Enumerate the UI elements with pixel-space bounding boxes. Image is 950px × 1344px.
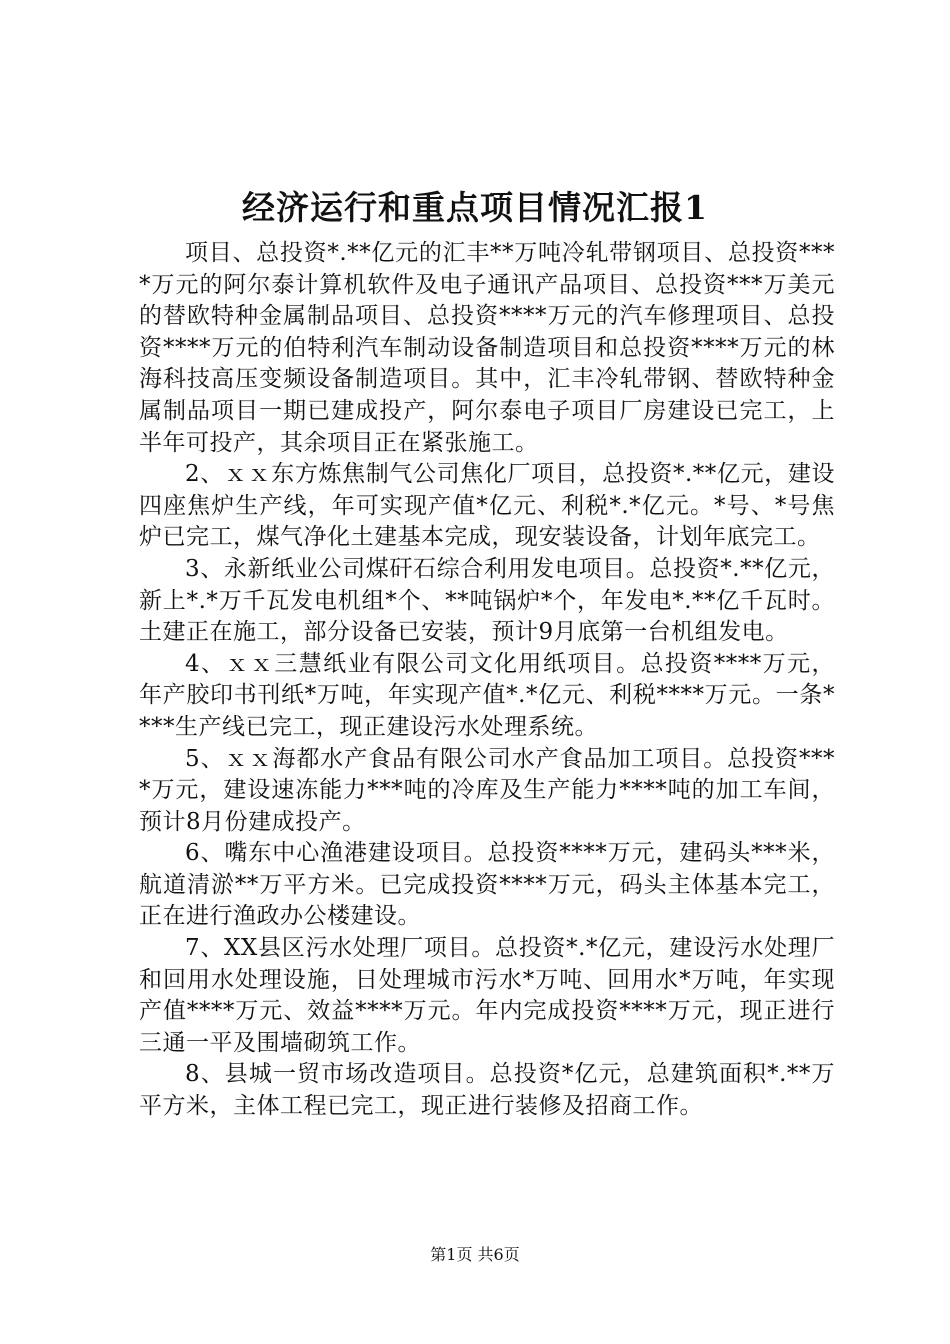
- document-body: [139, 238, 835, 1123]
- paragraph-item-8: 8、县城一贸市场改造项目。总投资*亿元，总建筑面积*.**万平方米，主体工程已完工，现正进行装修及招商工作。: [139, 1061, 835, 1120]
- paragraph-intro: 项目、总投资*.**亿元的汇丰**万吨冷轧带钢项目、总投资****万元的阿尔泰计算机软件及电子通讯产品项目、总投资***万美元的替欧特种金属制品项目、总投资****万元的汽车修理项目、总投资****万元的伯特利汽车制动设备制造项目和总投资****万元的林海科技高压变频设备制造项目。其中，汇丰冷轧带钢、替欧特种金属制品项目一期已建成投产，阿尔泰电子项目厂房建设已完工，上半年可投产，其余项目正在紧张施工。: [139, 240, 835, 456]
- paragraph-item-4: 4、ｘｘ三慧纸业有限公司文化用纸项目。总投资****万元，年产胶印书刊纸*万吨，年实现产值*.*亿元、利税****万元。一条****生产线已完工，现正建设污水处理系统。: [139, 650, 835, 740]
- paragraph-item-7: 7、XX县区污水处理厂项目。总投资*.*亿元，建设污水处理厂和回用水处理设施，日处理城市污水*万吨、回用水*万吨，年实现产值****万元、效益****万元。年内完成投资****万元，现正进行三通一平及围墙砌筑工作。: [139, 935, 835, 1056]
- paragraph-item-6: 6、嘴东中心渔港建设项目。总投资****万元，建码头***米，航道清淤**万平方米。已完成投资****万元，码头主体基本完工，正在进行渔政办公楼建设。: [139, 840, 835, 930]
- paragraph-item-3: 3、永新纸业公司煤矸石综合利用发电项目。总投资*.**亿元，新上*.*万千瓦发电机组*个、**吨锅炉*个，年发电*.**亿千瓦时。土建正在施工，部分设备已安装，预计9月底第一台机组发电。: [139, 555, 835, 646]
- paragraph-item-5: 5、ｘｘ海都水产食品有限公司水产食品加工项目。总投资****万元，建设速冻能力***吨的冷库及生产能力****吨的加工车间，预计8月份建成投产。: [139, 745, 835, 835]
- paragraph-item-2: 2、ｘｘ东方炼焦制气公司焦化厂项目，总投资*.**亿元，建设四座焦炉生产线，年可实现产值*亿元、利税*.*亿元。*号、*号焦炉已完工，煤气净化土建基本完成，现安装设备，计划年底完工。: [139, 461, 835, 551]
- document-title: 经济运行和重点项目情况汇报1: [242, 188, 708, 227]
- page-number-footer: 第1页 共6页: [430, 1245, 520, 1264]
